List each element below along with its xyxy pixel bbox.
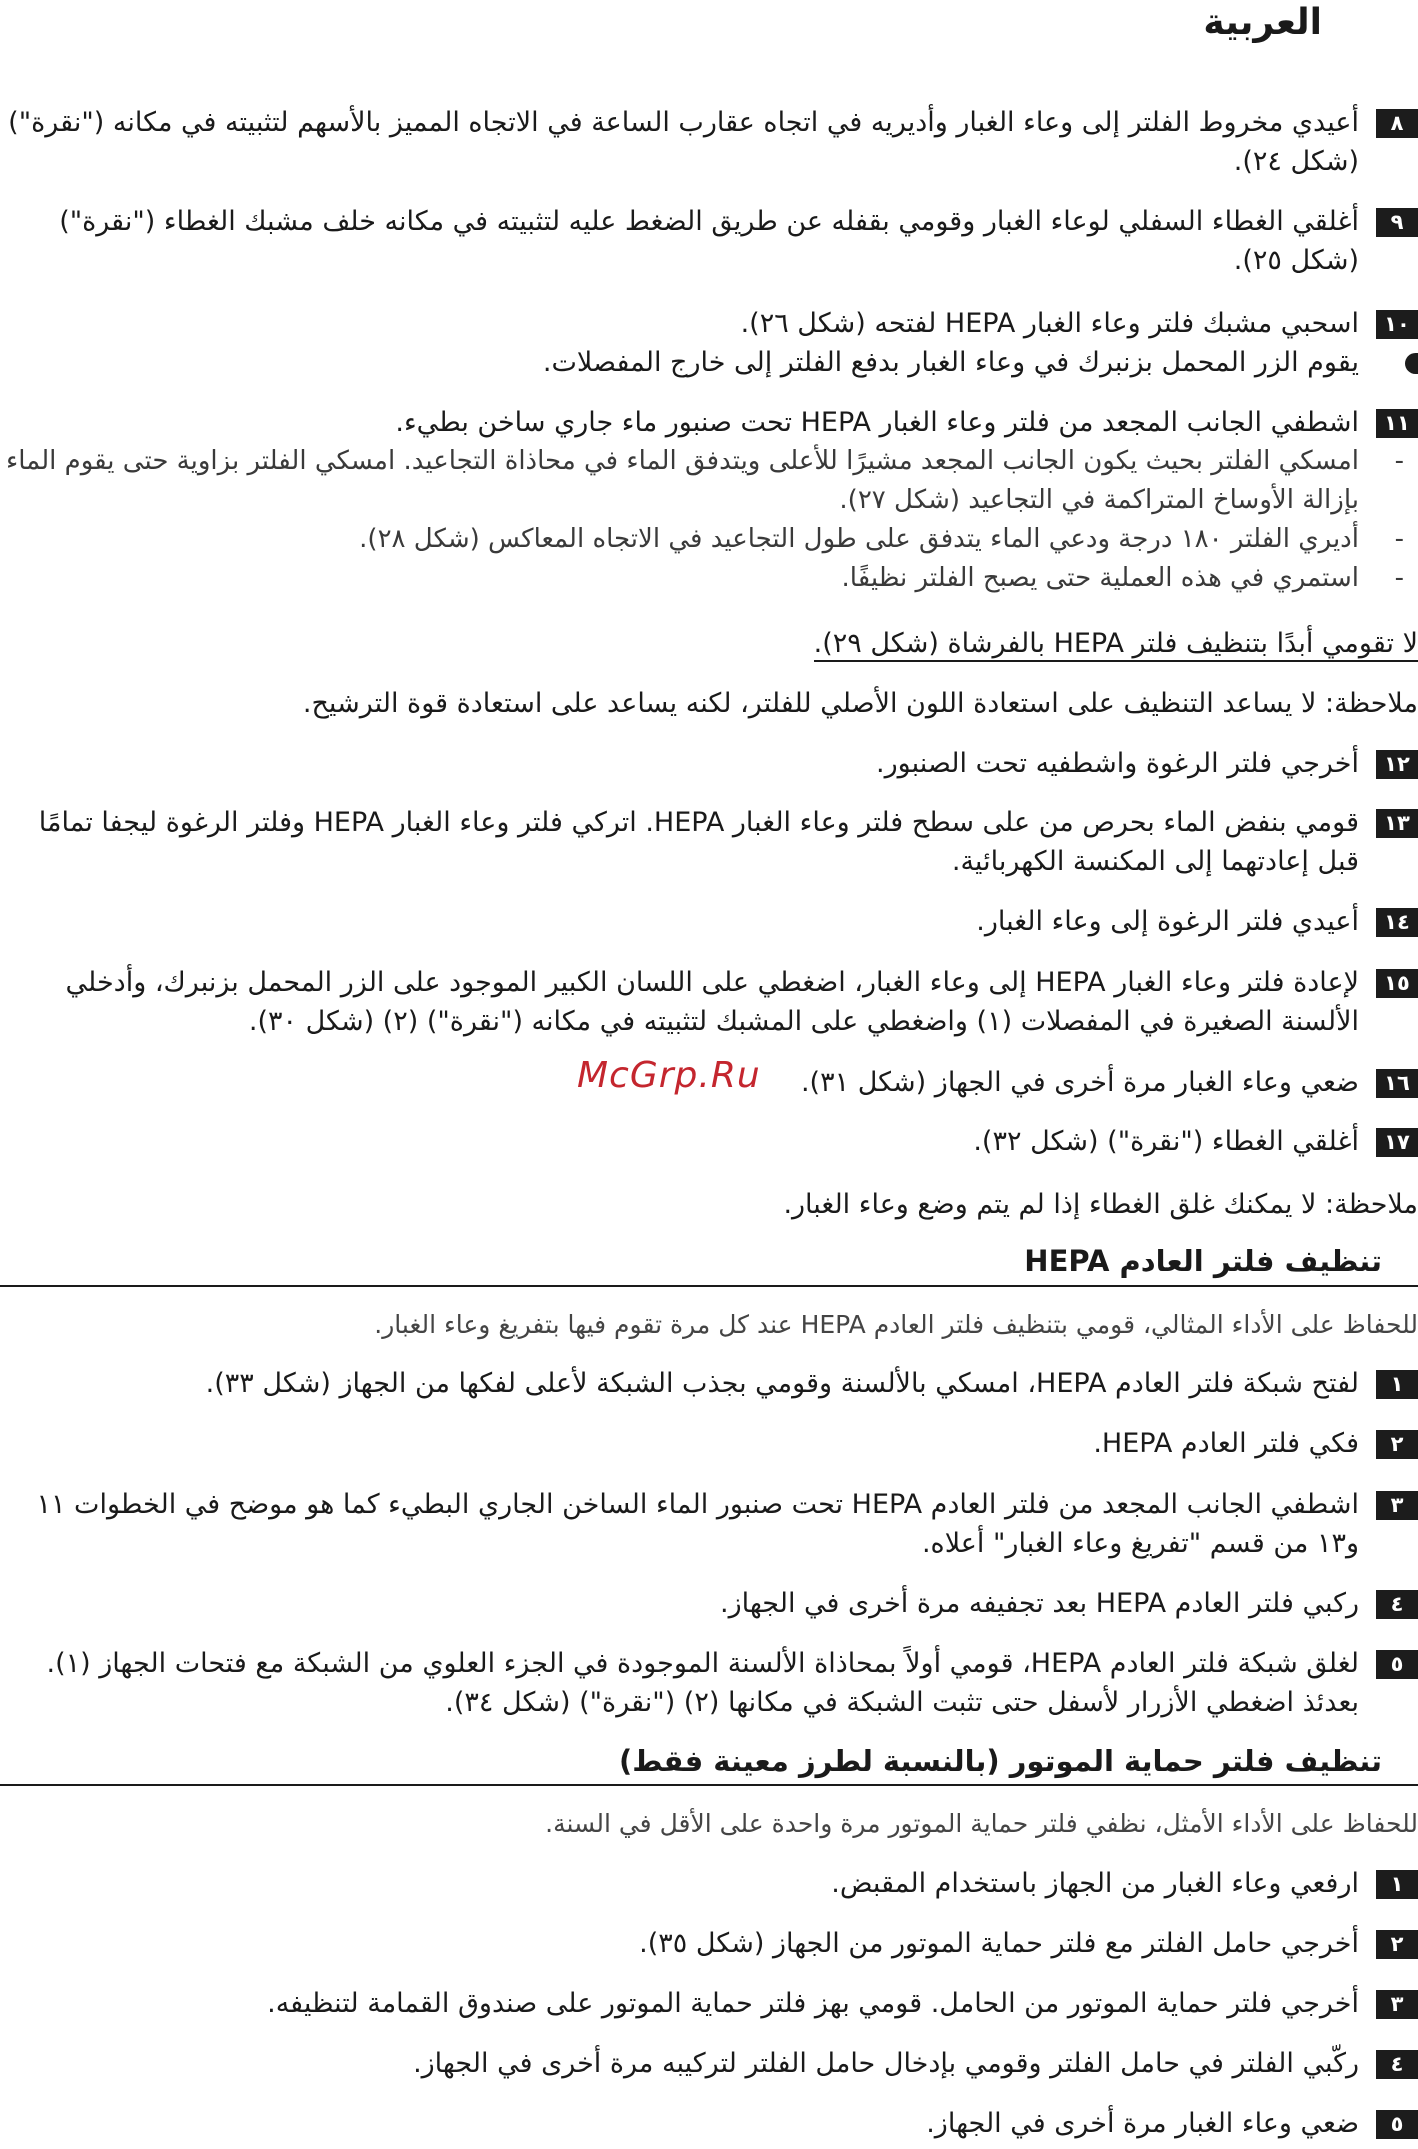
step-17 <box>6 1122 1418 1161</box>
section-intro: للحفاظ على الأداء المثالي، قومي بتنظيف فلتر العادم HEPA عند كل مرة تقوم فيها بتفريغ وعاء الغبار. <box>374 1310 1418 1339</box>
step-number: ١٦ <box>1372 1069 1418 1098</box>
section-divider <box>0 1784 1418 1786</box>
motor-step-5 <box>6 2104 1418 2143</box>
step-text: أعيدي مخروط الفلتر إلى وعاء الغبار وأديريه في اتجاه عقارب الساعة في الاتجاه المميز بالأسهم لتثبيته في مكانه ("نقرة") (شكل ٢٤). <box>8 107 1359 177</box>
motor-step-4 <box>6 2044 1418 2083</box>
step-9 <box>6 202 1418 280</box>
section-heading: تنظيف فلتر حماية الموتور (بالنسبة لطرز معينة فقط) <box>619 1744 1382 1778</box>
step-text: لغلق شبكة فلتر العادم HEPA، قومي أولاً بمحاذاة الألسنة الموجودة في الجزء العلوي من الشبكة مع فتحات الجهاز (١). بعدئذ اضغطي الأزرار لأسفل حتى تثبت الشبكة في مكانها (٢) ("نقرة") (شكل ٣٤). <box>46 1648 1359 1718</box>
language-heading: العربية <box>1203 2 1322 43</box>
step-text: أخرجي فلتر الرغوة واشطفيه تحت الصنبور. <box>876 748 1359 779</box>
hepa-step-2 <box>6 1424 1418 1463</box>
step-number: ٥ <box>1372 2110 1418 2139</box>
step-text: اشطفي الجانب المجعد من فلتر وعاء الغبار HEPA تحت صنبور ماء جاري ساخن بطيء. <box>395 407 1359 438</box>
step-text: لإعادة فلتر وعاء الغبار HEPA إلى وعاء الغبار، اضغطي على اللسان الكبير الموجود على الزر المحمل بزنبرك، وأدخلي الألسنة الصغيرة في المفصلات (١) واضغطي على المشبك لتثبيته في مكانه ("نقرة") (٢) (شكل ٣٠). <box>65 967 1359 1037</box>
step-11 <box>6 403 1418 598</box>
step-text: ضعي وعاء الغبار مرة أخرى في الجهاز. <box>926 2108 1359 2139</box>
step-number: ٢ <box>1372 1430 1418 1459</box>
sub-text: امسكي الفلتر بحيث يكون الجانب المجعد مشيرًا للأعلى ويتدفق الماء في محاذاة التجاعيد. امسكي الفلتر بزاوية حتى يقوم الماء بإزالة الأوساخ المتراكمة في التجاعيد (شكل ٢٧). <box>6 446 1359 515</box>
dash-icon: - <box>1394 563 1404 593</box>
hepa-step-1 <box>6 1364 1418 1403</box>
step-number: ٥ <box>1372 1650 1418 1679</box>
step-text: ركبي فلتر العادم HEPA بعد تجفيفه مرة أخرى في الجهاز. <box>720 1588 1359 1619</box>
step-text: ضعي وعاء الغبار مرة أخرى في الجهاز (شكل ٣١). <box>800 1067 1359 1098</box>
dash-icon: - <box>1394 446 1404 476</box>
step-text: فكي فلتر العادم HEPA. <box>1093 1428 1359 1459</box>
step-10 <box>6 304 1418 382</box>
step-number: ٩ <box>1372 208 1418 237</box>
step-text: أخرجي حامل الفلتر مع فلتر حماية الموتور من الجهاز (شكل ٣٥). <box>639 1928 1359 1959</box>
step-number: ١٢ <box>1372 750 1418 779</box>
step-number: ١١ <box>1372 409 1418 438</box>
step-text: قومي بنفض الماء بحرص من على سطح فلتر وعاء الغبار HEPA. اتركي فلتر وعاء الغبار HEPA وفلتر الرغوة ليجفا تمامًا قبل إعادتهما إلى المكنسة الكهربائية. <box>38 807 1359 877</box>
step-text: ارفعي وعاء الغبار من الجهاز باستخدام المقبض. <box>831 1868 1359 1899</box>
step-text: لفتح شبكة فلتر العادم HEPA، امسكي بالألسنة وقومي بجذب الشبكة لأعلى لفكها من الجهاز (شكل ٣٣). <box>205 1368 1359 1399</box>
step-12 <box>6 744 1418 783</box>
bullet-icon <box>1405 353 1418 374</box>
motor-step-3 <box>6 1984 1418 2023</box>
step-number: ٤ <box>1372 1590 1418 1619</box>
note-text: ملاحظة: لا يمكنك غلق الغطاء إذا لم يتم وضع وعاء الغبار. <box>783 1189 1418 1220</box>
step-number: ٣ <box>1372 1491 1418 1520</box>
step-number: ٤ <box>1372 2050 1418 2079</box>
step-number: ١٠ <box>1372 310 1418 339</box>
section-intro: للحفاظ على الأداء الأمثل، نظفي فلتر حماية الموتور مرة واحدة على الأقل في السنة. <box>545 1809 1418 1838</box>
bullet-text: يقوم الزر المحمل بزنبرك في وعاء الغبار بدفع الفلتر إلى خارج المفصلات. <box>542 347 1359 378</box>
step-text: اسحبي مشبك فلتر وعاء الغبار HEPA لفتحه (شكل ٢٦). <box>740 308 1359 339</box>
step-8 <box>6 103 1418 181</box>
step-number: ١ <box>1372 1370 1418 1399</box>
step-text: أغلقي الغطاء ("نقرة") (شكل ٣٢). <box>973 1126 1359 1157</box>
step-15 <box>6 963 1418 1041</box>
step-text: اشطفي الجانب المجعد من فلتر العادم HEPA تحت صنبور الماء الساخن الجاري البطيء كما هو موضح في الخطوات ١١ و١٣ من قسم "تفريغ وعاء الغبار" أعلاه. <box>36 1489 1359 1559</box>
step-text: أغلقي الغطاء السفلي لوعاء الغبار وقومي بقفله عن طريق الضغط عليه لتثبيته في مكانه خلف مشبك الغطاء ("نقرة") (شكل ٢٥). <box>59 206 1359 276</box>
step-14 <box>6 902 1418 941</box>
note-text: ملاحظة: لا يساعد التنظيف على استعادة اللون الأصلي للفلتر، لكنه يساعد على استعادة قوة الترشيح. <box>302 688 1418 719</box>
warning-text: لا تقومي أبدًا بتنظيف فلتر HEPA بالفرشاة (شكل ٢٩). <box>6 624 1418 663</box>
step-text: أخرجي فلتر حماية الموتور من الحامل. قومي بهز فلتر حماية الموتور على صندوق القمامة لتنظيفه. <box>267 1988 1359 2019</box>
step-13 <box>6 803 1418 881</box>
step-number: ١٣ <box>1372 809 1418 838</box>
step-number: ١٤ <box>1372 908 1418 937</box>
section-heading: تنظيف فلتر العادم HEPA <box>1024 1244 1382 1278</box>
dash-icon: - <box>1394 524 1404 554</box>
step-text: ركّبي الفلتر في حامل الفلتر وقومي بإدخال حامل الفلتر لتركيبه مرة أخرى في الجهاز. <box>413 2048 1359 2079</box>
step-number: ١٧ <box>1372 1128 1418 1157</box>
step-number: ١٥ <box>1372 969 1418 998</box>
sub-text: أديري الفلتر ١٨٠ درجة ودعي الماء يتدفق على طول التجاعيد في الاتجاه المعاكس (شكل ٢٨). <box>359 524 1359 554</box>
step-number: ١ <box>1372 1870 1418 1899</box>
step-number: ٣ <box>1372 1990 1418 2019</box>
hepa-step-3 <box>6 1485 1418 1563</box>
step-number: ٨ <box>1372 109 1418 138</box>
step-text: أعيدي فلتر الرغوة إلى وعاء الغبار. <box>976 906 1359 937</box>
hepa-step-4 <box>6 1584 1418 1623</box>
motor-step-2 <box>6 1924 1418 1963</box>
watermark: McGrp.Ru <box>577 1055 761 1096</box>
sub-text: استمري في هذه العملية حتى يصبح الفلتر نظيفًا. <box>841 563 1359 593</box>
step-number: ٢ <box>1372 1930 1418 1959</box>
section-divider <box>0 1285 1418 1287</box>
motor-step-1 <box>6 1864 1418 1903</box>
hepa-step-5 <box>6 1644 1418 1722</box>
